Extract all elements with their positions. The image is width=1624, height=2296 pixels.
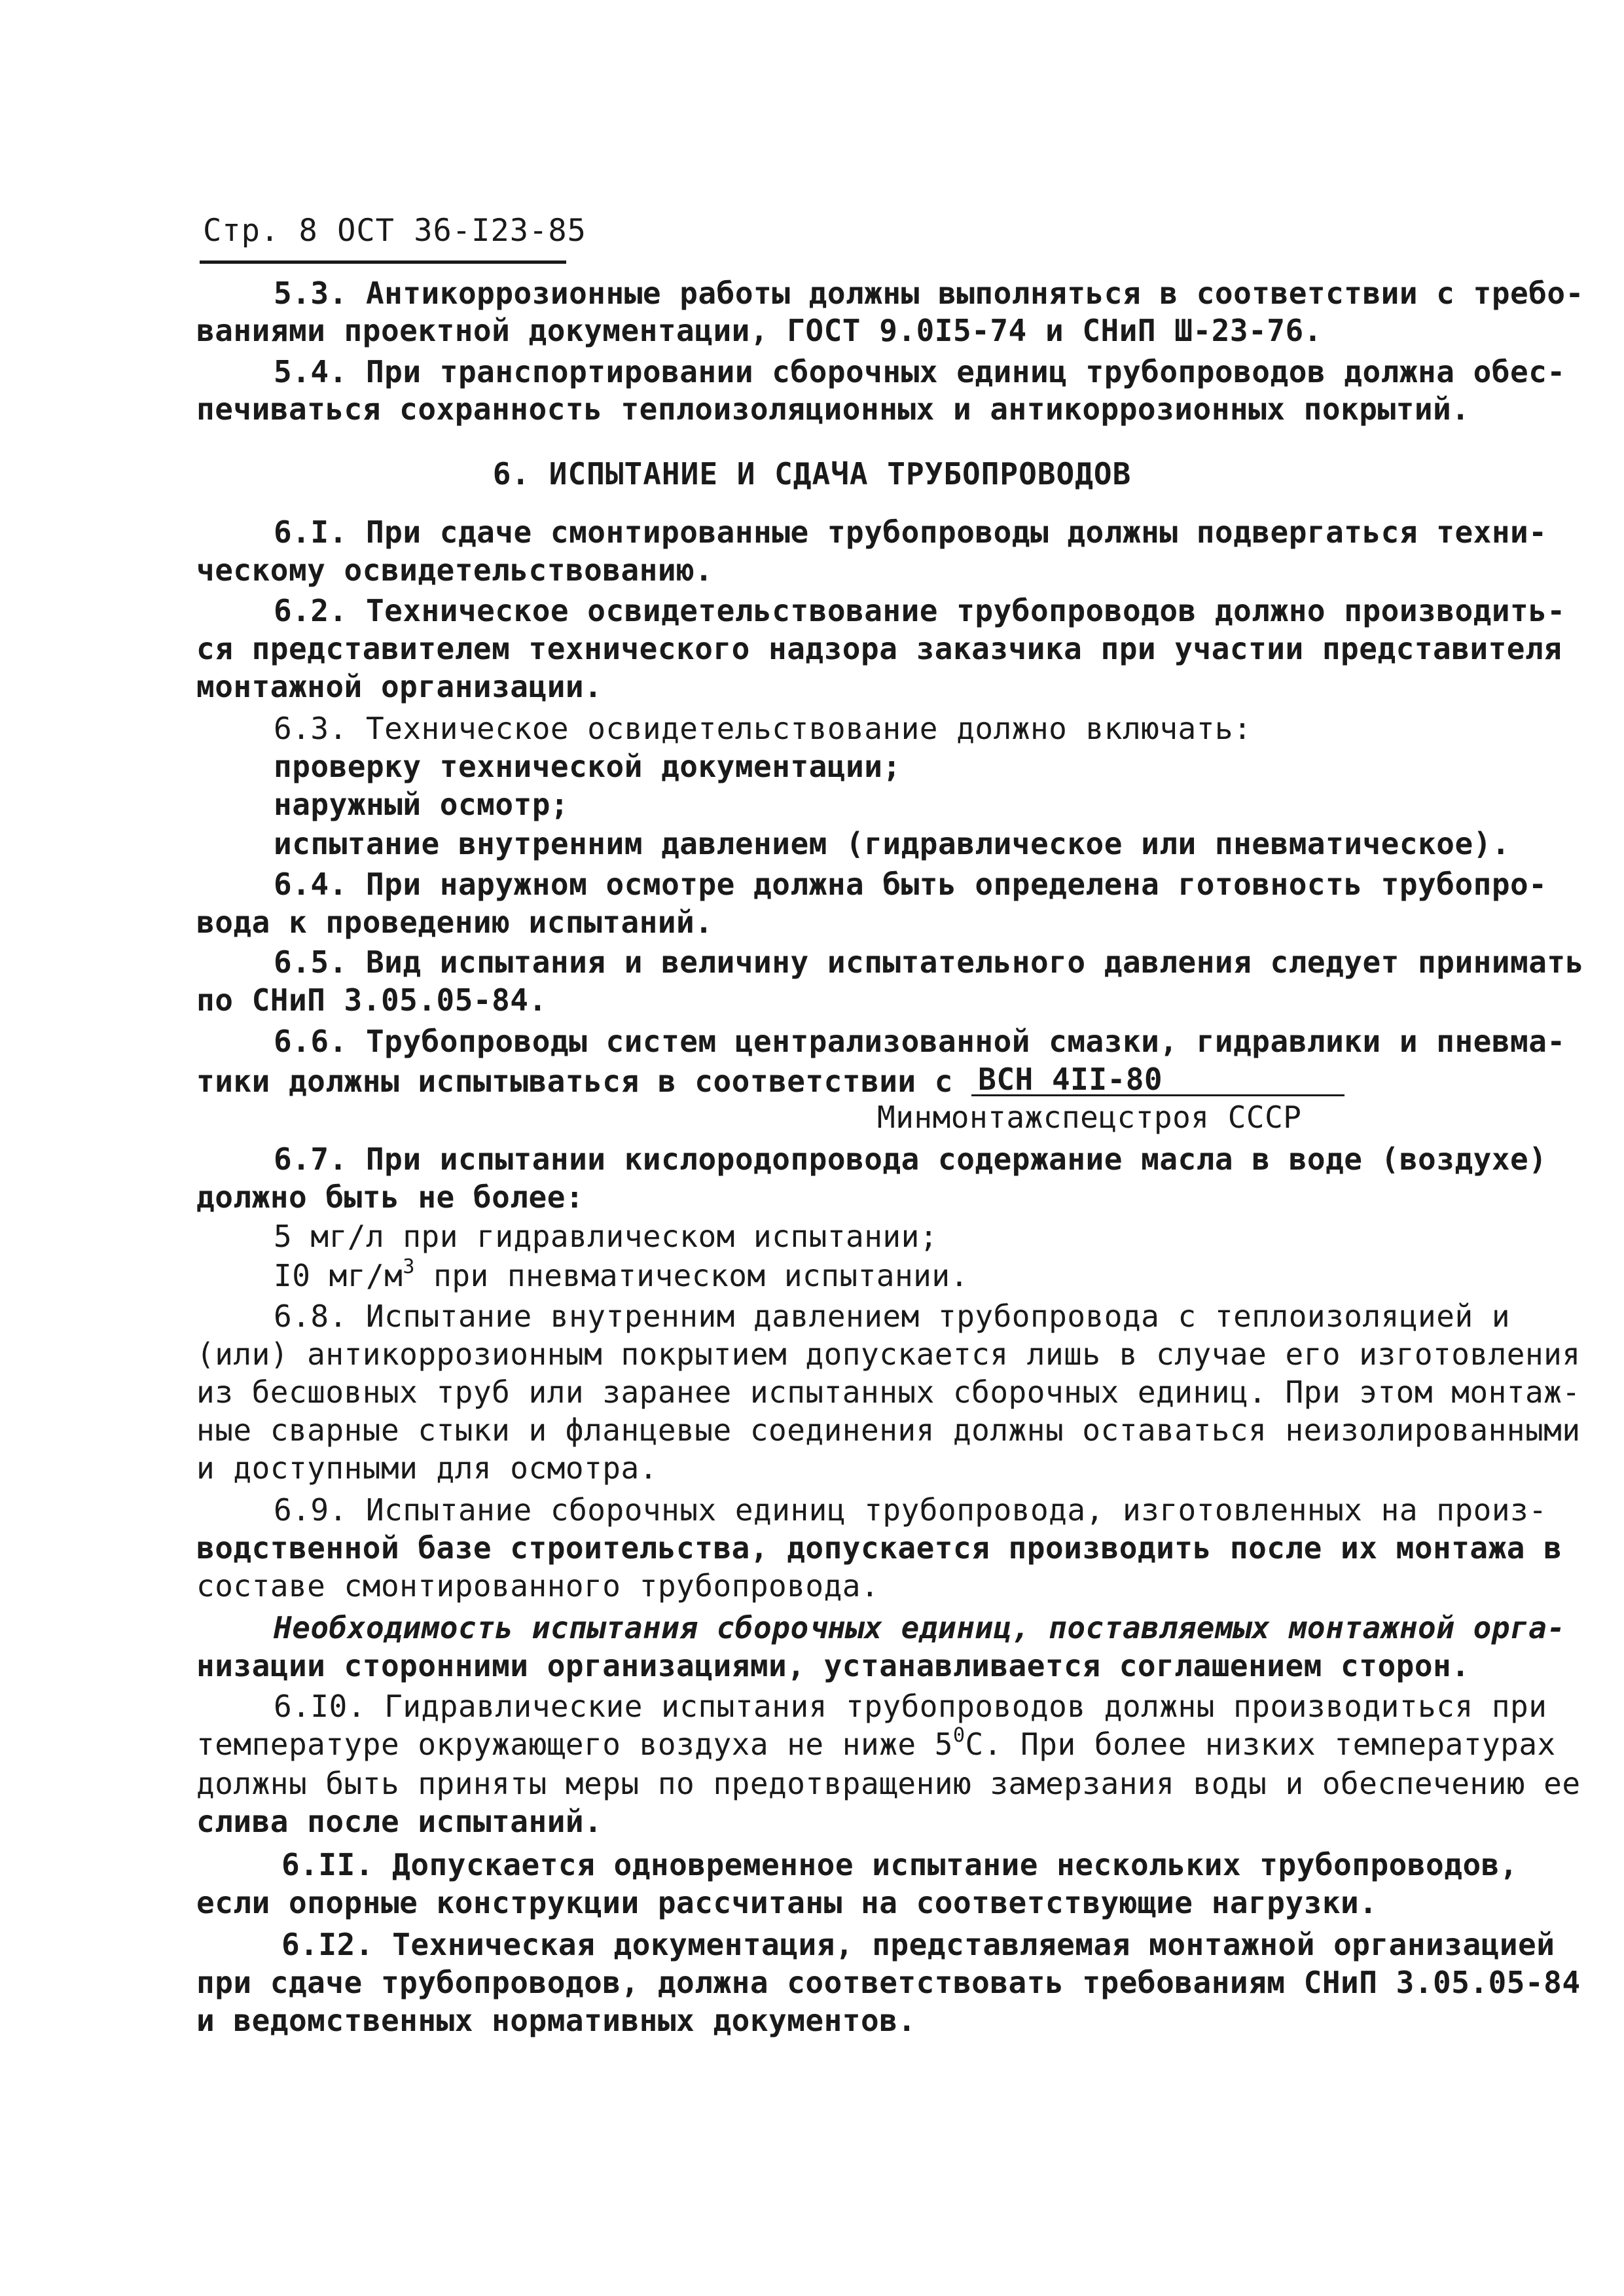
superscript-degree: 0	[952, 1724, 965, 1747]
standard-reference-text: ВСН 4II-80	[978, 1062, 1163, 1097]
para-6-10-line-4: слива после испытаний.	[196, 1804, 603, 1839]
para-6-6-line-1: 6.6. Трубопроводы систем централизованной смазки, гидравлики и пневма-	[274, 1024, 1566, 1059]
para-6-8-line-1: 6.8. Испытание внутренним давлением трубопровода с теплоизоляцией и	[274, 1299, 1511, 1334]
para-6-12-line-2: при сдаче трубопроводов, должна соответствовать требованиям СНиП 3.05.05-84	[196, 1965, 1581, 2000]
standard-reference	[971, 1064, 1344, 1096]
para-6-1-line-1: 6.I. При сдаче смонтированные трубопроводы должны подвергаться техни-	[274, 514, 1547, 550]
para-5-3-line-1: 5.3. Антикоррозионные работы должны выполняться в соответствии с требо-	[274, 276, 1584, 311]
para-6-12-line-3: и ведомственных нормативных документов.	[196, 2003, 916, 2038]
para-6-9-line-3: составе смонтированного трубопровода.	[196, 1568, 880, 1604]
superscript-cube: 3	[403, 1255, 415, 1278]
para-6-2-line-3: монтажной организации.	[196, 669, 603, 704]
para-6-11-line-2: если опорные конструкции рассчитаны на соответствующие нагрузки.	[196, 1885, 1378, 1920]
para-6-11-line-1: 6.II. Допускается одновременное испытание нескольких трубопроводов,	[281, 1847, 1519, 1882]
para-5-3-line-2: ваниями проектной документации, ГОСТ 9.0I5-74 и СНиП Ш-23-76.	[196, 313, 1322, 348]
para-6-7-line-4-b: при пневматическом испытании.	[414, 1258, 969, 1293]
header-underline	[200, 260, 566, 264]
para-6-3-line-2: проверку технической документации;	[274, 749, 901, 784]
para-6-8-line-2: (или) антикоррозионным покрытием допускается лишь в случае его изготовления	[196, 1336, 1581, 1372]
para-6-9-line-4: Необходимость испытания сборочных единиц, поставляемых монтажной орга-	[274, 1610, 1566, 1645]
para-6-6-line-2-text: тики должны испытываться в соответствии с	[196, 1064, 953, 1099]
para-6-10-line-2-b: С. При более низких температурах	[965, 1727, 1556, 1762]
para-6-2-line-2: ся представителем технического надзора заказчика при участии представителя	[196, 631, 1562, 666]
para-5-4-line-2: печиваться сохранность теплоизоляционных и антикоррозионных покрытий.	[196, 391, 1470, 427]
para-6-9-line-2: водственной базе строительства, допускается производить после их монтажа в	[196, 1530, 1562, 1566]
para-6-7-line-4	[274, 1255, 969, 1293]
para-6-8-line-3: из бесшовных труб или заранее испытанных сборочных единиц. При этом монтаж-	[196, 1374, 1581, 1410]
para-6-8-line-4: ные сварные стыки и фланцевые соединения должны оставаться неизолированными	[196, 1412, 1581, 1448]
para-6-3-line-3: наружный осмотр;	[274, 787, 569, 822]
para-6-7-line-2: должно быть не более:	[196, 1179, 585, 1215]
para-6-6-line-3: Минмонтажспецстроя СССР	[877, 1100, 1302, 1135]
para-6-5-line-1: 6.5. Вид испытания и величину испытательного давления следует принимать	[274, 944, 1584, 980]
para-6-1-line-2: ческому освидетельствованию.	[196, 552, 713, 588]
para-6-10-line-2	[196, 1724, 1556, 1762]
para-6-3-line-4: испытание внутренним давлением (гидравлическое или пневматическое).	[274, 826, 1511, 861]
para-6-10-line-1: 6.I0. Гидравлические испытания трубопроводов должны производиться при	[274, 1689, 1547, 1724]
section-6-title: 6. ИСПЫТАНИЕ И СДАЧА ТРУБОПРОВОДОВ	[492, 456, 1132, 492]
para-5-4-line-1: 5.4. При транспортировании сборочных единиц трубопроводов должна обес-	[274, 354, 1566, 389]
para-6-5-line-2: по СНиП 3.05.05-84.	[196, 982, 547, 1018]
para-6-10-line-3: должны быть приняты меры по предотвращению замерзания воды и обеспечению ее	[196, 1766, 1581, 1801]
para-6-10-line-2-a: температуре окружающего воздуха не ниже 5	[196, 1727, 953, 1762]
para-6-9-line-1: 6.9. Испытание сборочных единиц трубопровода, изготовленных на произ-	[274, 1492, 1547, 1528]
page-header: Стр. 8 ОСТ 36-I23-85	[203, 213, 586, 249]
para-6-8-line-5: и доступными для осмотра.	[196, 1450, 658, 1486]
para-6-9-line-5: низации сторонними организациями, устанавливается соглашением сторон.	[196, 1648, 1470, 1683]
para-6-7-line-1: 6.7. При испытании кислородопровода содержание масла в воде (воздухе)	[274, 1141, 1547, 1177]
para-6-2-line-1: 6.2. Техническое освидетельствование трубопроводов должно производить-	[274, 593, 1566, 628]
para-6-6-line-2	[196, 1062, 1344, 1099]
para-6-4-line-1: 6.4. При наружном осмотре должна быть определена готовность трубопро-	[274, 867, 1547, 902]
para-6-4-line-2: вода к проведению испытаний.	[196, 905, 713, 940]
para-6-3-line-1: 6.3. Техническое освидетельствование должно включать:	[274, 711, 1252, 746]
para-6-7-line-3: 5 мг/л при гидравлическом испытании;	[274, 1219, 938, 1254]
para-6-12-line-1: 6.I2. Техническая документация, представляемая монтажной организацией	[281, 1927, 1555, 1962]
para-6-7-line-4-a: I0 мг/м	[274, 1258, 403, 1293]
